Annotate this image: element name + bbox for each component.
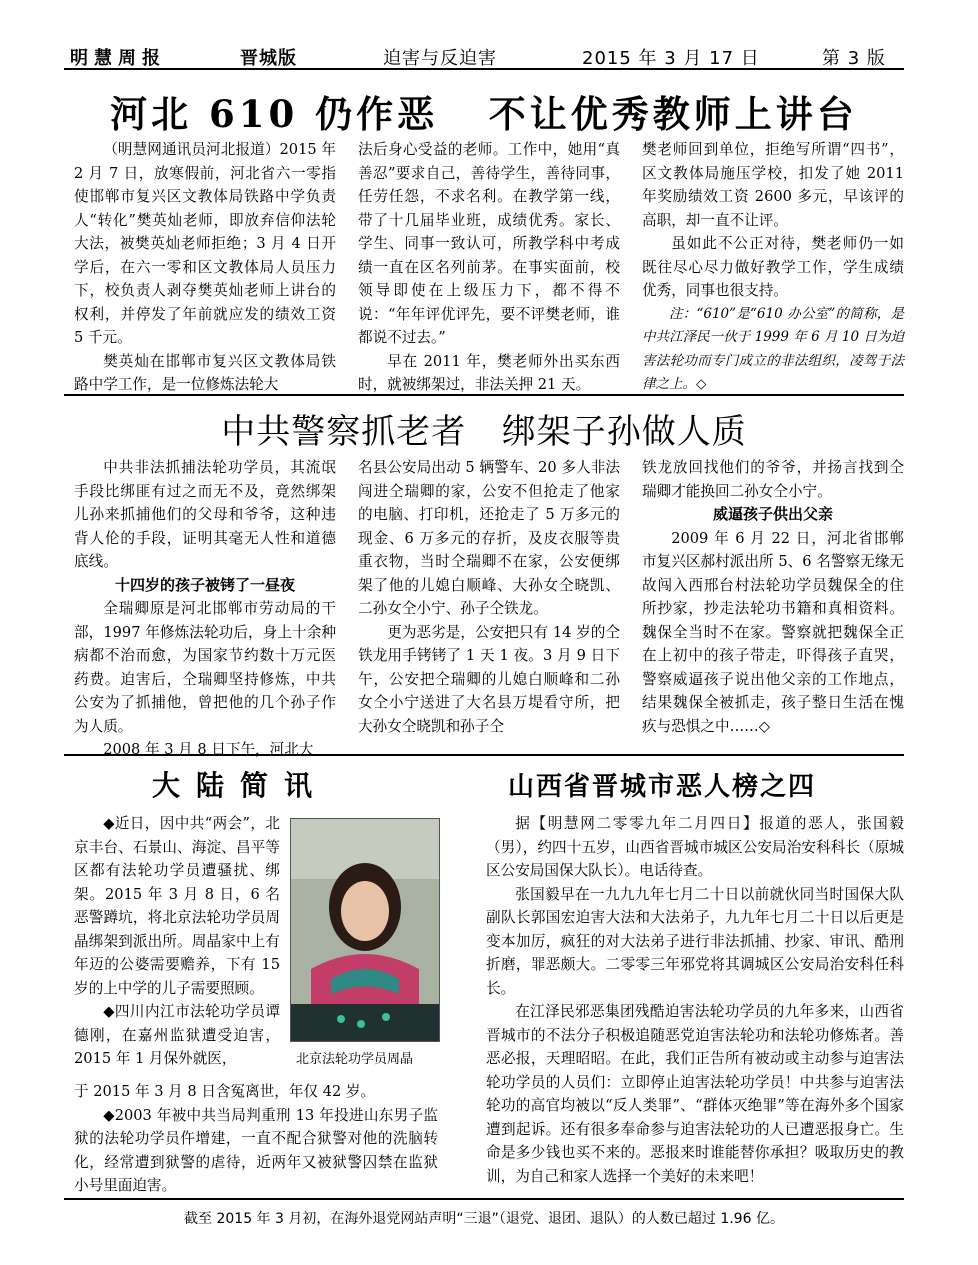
issue-date: 2015 年 3 月 17 日 [582,48,760,69]
article3-para: 张国毅早在一九九九年七月二十日以前就伙同当时国保大队副队长郭国宏迫害大法和大法弟子，九九年七月二十日以后更是变本加厉，疯狂的对大法弟子进行非法抓捕、抄家、审讯、酷刑折磨，罪恶颇大。二零零三年邪党将其调城区公安局治安科任科长。 [486,885,904,997]
article1-title: 河北 610 仍作恶 不让优秀教师上讲台 [110,92,858,136]
article3-para: 在江泽民邪恶集团残酷迫害法轮功学员的九年多来，山西省晋城市的不法分子积极追随恶党迫害法轮功和法轮功修炼者。善恶必报，天理昭昭。在此，我们正告所有被动或主动参与迫害法轮功学员的人员们：立即停止迫害法轮功学员！中共参与迫害法轮功的高官均被以“反人类罪”、“群体灭绝罪”等在海外多个国家遭到起诉。还有很多奉命参与迫害法轮功的人已遭恶报身亡。生命是多少钱也买不来的。恶报来时谁能替你承担？吸取历史的教训，为自己和家人选择一个美好的未来吧！ [486,1003,904,1185]
briefs-title: 大陆简讯 [152,769,329,802]
article2-para: 名县公安局出动 5 辆警车、20 多人非法闯进仝瑞卿的家，公安不但抢走了他家的电脑、打印机，还抢走了 5 万多元的现金、6 万多元的存折，及皮衣服等贵重衣物，当时仝瑞卿不在家，公安便绑架了他的儿媳白顺峰、大孙女仝晓凯、二孙女仝小宁、孙子仝铁龙。 [358,459,620,617]
paper-name: 明慧周报 [70,48,166,69]
briefs-col-narrow [74,812,280,1071]
article2-title: 中共警察抓老者 绑架子孙做人质 [221,412,747,452]
article2-col1 [74,456,336,762]
divider [64,394,904,396]
footer-rule [64,1198,904,1200]
article1-para: 法后身心受益的老师。工作中，她用“真善忍”要求自己，善待学生，善待同事，任劳任怨，不求名利。在教学第一线，带了十几届毕业班，成绩优秀。家长、学生、同事一致认可，所教学科中考成绩一直在区名列前茅。在事实面前，校领导即使在上级压力下，都不得不说：“年年评优评先，要不评樊老师，谁都说不过去。” [358,141,620,346]
article2-para: 铁龙放回找他们的爷爷，并扬言找到仝瑞卿才能换回二孙女仝小宁。 [642,459,904,500]
brief-item: ◆2003 年被中共当局判重刑 13 年投进山东男子监狱的法轮功学员仵增建，一直不配合狱警对他的洗脑转化，经常遭到狱警的虐待，近两年又被狱警囚禁在监狱小号里面迫害。 [74,1106,438,1194]
article1-para: 樊老师回到单位，拒绝写所谓“四书”，区文教体局施压学校，扣发了她 2011 年奖励绩效工资 2600 多元，早该评的高职，却一直不让评。 [642,141,904,229]
article2-col3 [642,456,904,738]
article2-para: 2008 年 3 月 8 日下午，河北大 [103,741,314,758]
article3-title: 山西省晋城市恶人榜之四 [508,772,817,802]
brief-item: ◆四川内江市法轮功学员谭德刚，在嘉州监狱遭受迫害，2015 年 1 月保外就医， [74,1003,280,1067]
portrait-illustration [291,819,439,1041]
header-rule [64,68,904,70]
brief-item: ◆近日，因中共“两会”，北京丰台、石景山、海淀、昌平等区都有法轮功学员遭骚扰、绑架。2015 年 3 月 8 日，6 名恶警蹲坑，将北京法轮功学员周晶绑架到派出所。周晶家中上有年迈的公婆需要赡养，下有 15 岁的上中学的儿子需要照顾。 [74,815,280,997]
article1-col3 [642,138,904,397]
article1-para: 虽如此不公正对待，樊老师仍一如既往尽心尽力做好教学工作，学生成绩优秀，同事也很支持。 [642,235,904,299]
edition-label: 晋城版 [240,48,297,69]
article1-note: 注：“610”是“610 办公室”的简称，是中共江泽民一伙于 1999 年 6 月 10 日为迫害法轮功而专门成立的非法组织，凌驾于法律之上。◇ [642,305,904,392]
brief-item: 于 2015 年 3 月 8 日含冤离世，年仅 42 岁。 [74,1083,376,1100]
section-label: 迫害与反迫害 [383,48,497,69]
article1-para: （明慧网通讯员河北报道）2015 年 2 月 7 日，放寒假前，河北省六一零指使邯郸市复兴区文教体局铁路中学负责人“转化”樊英灿老师，即放弃信仰法轮大法，被樊英灿老师拒绝；3 月 4 日开学后，在六一零和区文教体局人员压力下，校负责人剥夺樊英灿老师上讲台的权利，并停发了年前就应发的绩效工资 5 千元。 [74,141,336,346]
article2-subheading: 威逼孩子供出父亲 [712,505,833,523]
divider [64,754,904,756]
article2-col2 [358,456,620,738]
article1-para: 樊英灿在邯郸市复兴区文教体局铁路中学工作，是一位修炼法轮大 [74,352,336,393]
article1-col1 [74,138,336,397]
article3-para: 据【明慧网二零零九年二月四日】报道的恶人，张国毅（男），约四十五岁，山西省晋城市城区公安局治安科科长（原城区公安局国保大队长）。电话待查。 [486,815,904,879]
article2-para: 全瑞卿原是河北邯郸市劳动局的干部，1997 年修炼法轮功后，身上十余种病都不治而愈，为国家节约数十万元医药费。迫害后，仝瑞卿坚持修炼，中共公安为了抓捕他，曾把他的几个孙子作为人质。 [74,600,336,735]
article2-para: 2009 年 6 月 22 日，河北省邯郸市复兴区郝村派出所 5、6 名警察无缘无故闯入西邢台村法轮功学员魏保全的住所抄家，抄走法轮功书籍和真相资料。魏保全当时不在家。警察就把魏保全正在上初中的孩子带走，吓得孩子直哭，警察威逼孩子说出他父亲的工作地点，结果魏保全被抓走，孩子整日生活在愧疚与恐惧之中……◇ [642,529,904,735]
footer-note: 截至 2015 年 3 月初，在海外退党网站声明“三退”（退党、退团、退队）的人数已超过 1.96 亿。 [184,1211,784,1227]
article2-subheading: 十四岁的孩子被铐了一昼夜 [114,575,295,594]
article2-para: 更为恶劣是，公安把只有 14 岁的仝铁龙用手铐铐了 1 天 1 夜。3 月 9 日下午，公安把仝瑞卿的儿媳白顺峰和二孙女仝小宁送进了大名县万堤看守所，把大孙女仝晓凯和孙子仝 [358,623,620,735]
article1-col2 [358,138,620,397]
photo-caption: 北京法轮功学员周晶 [296,1052,414,1067]
article3-body [486,812,904,1188]
article1-para: 早在 2011 年，樊老师外出买东西时，就被绑架过，非法关押 21 天。 [358,352,620,393]
briefs-col-wide [74,1080,438,1198]
portrait-photo [290,818,440,1042]
page-number: 第 3 版 [822,48,886,69]
article2-para: 中共非法抓捕法轮功学员，其流氓手段比绑匪有过之而无不及，竟然绑架儿孙来抓捕他们的父母和爷爷，这种违背人伦的手段，证明其毫无人性和道德底线。 [74,459,336,570]
